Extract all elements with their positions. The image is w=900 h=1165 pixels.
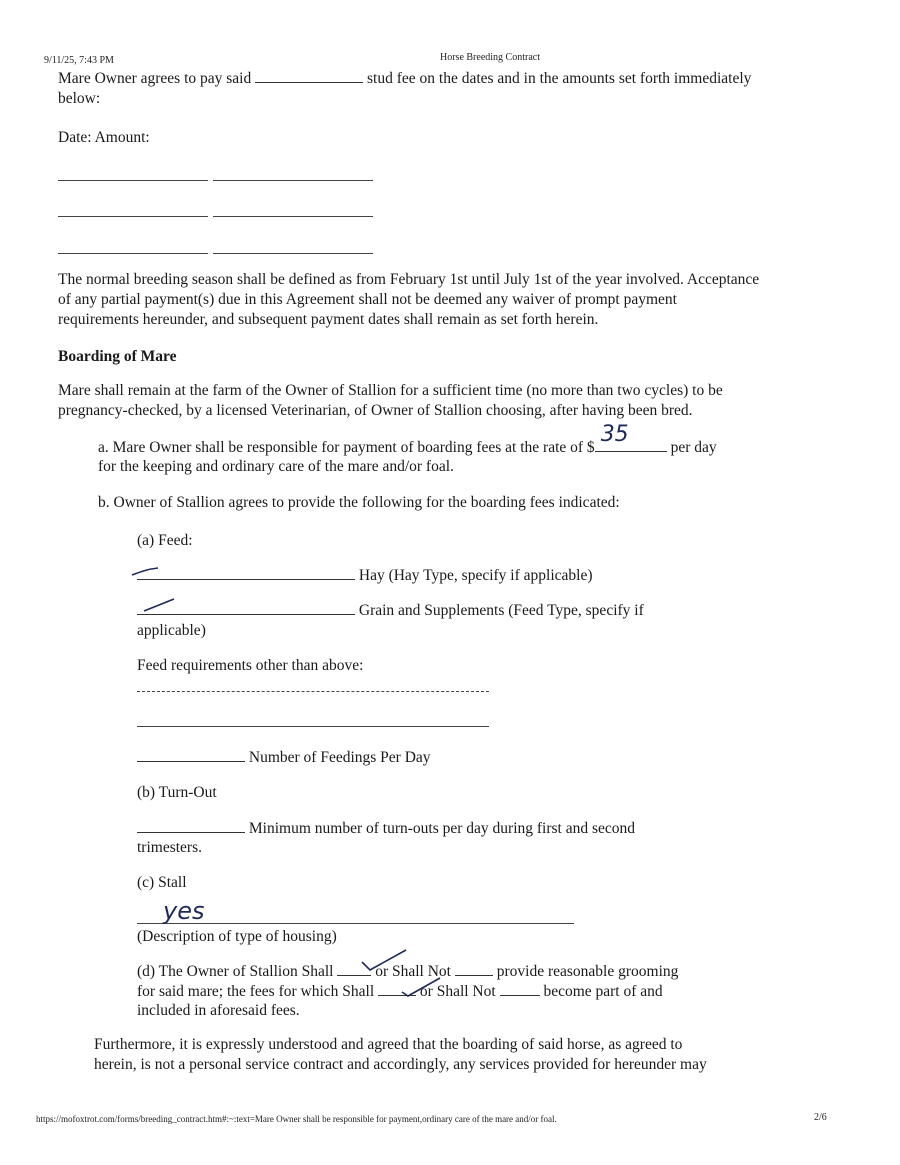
footer-url[interactable]: https://mofoxtrot.com/forms/breeding_contract.htm#:~:text=Mare Owner shall be responsible for payment,ordinary care of the mare and/or foal. bbox=[36, 1114, 557, 1124]
feedings-line: Number of Feedings Per Day bbox=[137, 747, 431, 768]
grooming-line-2: for said mare; the fees for which Shall or Shall Not become part of and bbox=[137, 983, 663, 1000]
season-line-2: of any partial payment(s) due in this Agreement shall not be deemed any waiver of prompt payment bbox=[58, 291, 677, 308]
stall-caption: (Description of type of housing) bbox=[137, 928, 337, 945]
grain-line: Grain and Supplements (Feed Type, specify if bbox=[137, 600, 644, 621]
turnout-line: Minimum number of turn-outs per day during first and second bbox=[137, 818, 635, 839]
feed-other-blank-2[interactable] bbox=[137, 726, 489, 727]
boarding-rate-line-2: for the keeping and ordinary care of the mare and/or foal. bbox=[98, 458, 454, 475]
document-title: Horse Breeding Contract bbox=[440, 52, 540, 63]
amount-blank-2[interactable] bbox=[213, 216, 373, 217]
handwritten-rate: 35 bbox=[600, 422, 629, 447]
feed-other-blank-1[interactable] bbox=[137, 691, 489, 692]
boarding-rate-blank[interactable] bbox=[595, 422, 667, 452]
amount-blank-3[interactable] bbox=[213, 253, 373, 254]
hay-blank[interactable] bbox=[137, 565, 355, 580]
hay-check-mark bbox=[130, 566, 162, 578]
grooming-shall-not-blank[interactable] bbox=[455, 961, 493, 976]
closing-line-2: herein, is not a personal service contract and accordingly, any services provided for hereunder may bbox=[94, 1056, 707, 1073]
page-number: 2/6 bbox=[814, 1112, 827, 1123]
handwritten-stall: yes bbox=[163, 897, 205, 925]
turnout-blank[interactable] bbox=[137, 818, 245, 833]
grooming-line-1: (d) The Owner of Stallion Shall or Shall Not provide reasonable grooming bbox=[137, 963, 679, 980]
turnout-heading: (b) Turn-Out bbox=[137, 784, 217, 801]
stall-heading: (c) Stall bbox=[137, 874, 187, 891]
boarding-rate-line: a. Mare Owner shall be responsible for payment of boarding fees at the rate of $ 35 per day bbox=[98, 422, 717, 456]
hay-line: Hay (Hay Type, specify if applicable) bbox=[137, 565, 593, 586]
date-blank-1[interactable] bbox=[58, 180, 208, 181]
print-timestamp: 9/11/25, 7:43 PM bbox=[44, 55, 114, 66]
season-line-1: The normal breeding season shall be defined as from February 1st until July 1st of the year involved. Acceptance bbox=[58, 271, 760, 288]
feed-heading: (a) Feed: bbox=[137, 532, 193, 549]
boarding-para-line-2: pregnancy-checked, by a licensed Veterinarian, of Owner of Stallion choosing, after having been bred. bbox=[58, 402, 693, 419]
boarding-heading: Boarding of Mare bbox=[58, 348, 177, 365]
date-amount-label: Date: Amount: bbox=[58, 129, 150, 146]
amount-blank-1[interactable] bbox=[213, 180, 373, 181]
feedings-blank[interactable] bbox=[137, 747, 245, 762]
date-blank-3[interactable] bbox=[58, 253, 208, 254]
grooming-check-mark bbox=[360, 948, 410, 974]
closing-line-1: Furthermore, it is expressly understood and agreed that the boarding of said horse, as agreed to bbox=[94, 1036, 683, 1053]
grooming-line-3: included in aforesaid fees. bbox=[137, 1002, 300, 1019]
boarding-para-line-1: Mare shall remain at the farm of the Owner of Stallion for a sufficient time (no more than two cycles) to be bbox=[58, 382, 723, 399]
grain-check-mark bbox=[142, 598, 178, 614]
payment-line-1: Mare Owner agrees to pay said stud fee on the dates and in the amounts set forth immediately bbox=[58, 70, 752, 87]
boarding-provide-line: b. Owner of Stallion agrees to provide the following for the boarding fees indicated: bbox=[98, 494, 620, 511]
turnout-line-2: trimesters. bbox=[137, 839, 202, 856]
season-line-3: requirements hereunder, and subsequent payment dates shall remain as set forth herein. bbox=[58, 311, 599, 328]
stud-fee-blank[interactable] bbox=[255, 68, 363, 83]
feed-other-label: Feed requirements other than above: bbox=[137, 657, 364, 674]
fees-check-mark bbox=[400, 974, 444, 998]
payment-line-2: below: bbox=[58, 90, 101, 107]
grain-line-2: applicable) bbox=[137, 622, 206, 639]
fees-shall-not-blank[interactable] bbox=[500, 981, 540, 996]
date-blank-2[interactable] bbox=[58, 216, 208, 217]
